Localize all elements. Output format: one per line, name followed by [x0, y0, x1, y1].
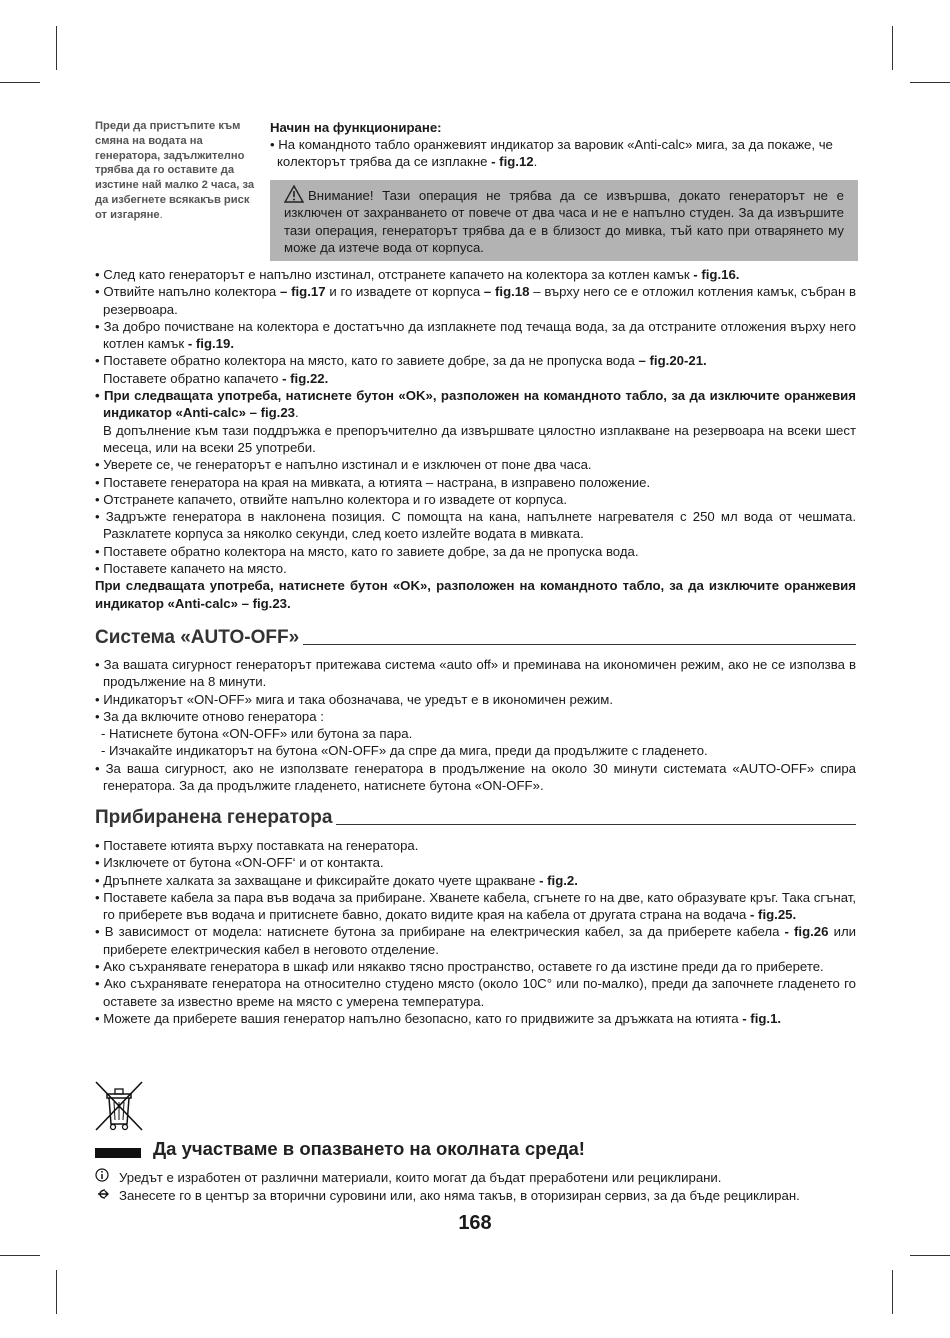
fig-ref: – fig.18: [483, 284, 530, 300]
info-circle-icon: [95, 1168, 119, 1187]
fig-ref: - fig.16.: [693, 267, 740, 282]
step-text: • След като генераторът е напълно изстинал, отстранете капачето на колектора за котлен камък: [95, 267, 694, 282]
side-note-end: .: [159, 208, 163, 221]
list-item: • Поставете капачето на място.: [95, 561, 287, 577]
fig-ref: - fig.1.: [742, 1010, 782, 1026]
crop-mark: [910, 82, 950, 83]
step-text: • Дръпнете халката за захващане и фиксирайте докато чуете щракване: [95, 872, 540, 888]
page-number: 168: [458, 1212, 492, 1234]
list-item: • Отстранете капачето, отвийте напълно колектора и го извадете от корпуса.: [95, 491, 568, 507]
list-item: [95, 1187, 865, 1205]
list-item: [95, 352, 856, 369]
list-item: [95, 318, 856, 353]
operation-bullet-text: • На командното табло оранжевият индикатор за варовик «Anti-calc» мига, за да покаже, че колекторът трябва да се изплакне: [270, 137, 833, 169]
environment-list: [95, 1168, 865, 1204]
warning-box: [270, 180, 858, 261]
crop-mark: [0, 82, 40, 83]
fig-ref: – fig.20-21.: [638, 353, 707, 369]
operation-bullet-end: .: [533, 154, 538, 169]
fig-ref: - fig.22.: [282, 370, 329, 386]
crop-mark: [56, 1270, 57, 1314]
crop-mark: [910, 1255, 950, 1256]
step-text: • Можете да приберете вашия генератор напълно безопасно, като го придвижите за дръжката на ютията: [95, 1010, 743, 1026]
list-item: • Ако съхранявате генератора на относително студено място (около 10C° или по-малко), преди да започнете гладенето го оставете за известно време на място с умерена температура.: [95, 976, 856, 1009]
list-item: • Уверете се, че генераторът е напълно изстинал и е изключен от поне два часа.: [95, 457, 592, 473]
heading-rule: [303, 644, 856, 645]
environment-line: Уредът е изработен от различни материали, които могат да бъдат преработени или рециклирани.: [119, 1169, 722, 1185]
list-item: • Задръжте генератора в наклонена позиция. С помощта на кана, напълнете нагревателя с 250 мл вода от чешмата. Разклатете корпуса за няколко секунди, след което излейте водата в мивката.: [95, 509, 856, 542]
list-item: • За вашата сигурност генераторът притежава система «auto off» и преминава на икономичен режим, ако не се използва в продължение на 8 минути.: [95, 657, 856, 690]
step-text-bold: • При следващата употреба, натиснете бутон «OK», разположен на командното табло, за да изключите оранжевия индикатор «Anti-calc»: [95, 388, 856, 421]
crop-mark: [892, 1270, 893, 1314]
auto-off-title: Система «AUTO-OFF»: [95, 627, 300, 648]
fig-ref: - fig.2.: [539, 872, 578, 888]
warning-text: Внимание! Тази операция не трябва да се извършва, докато генераторът не е изключен от захранването от повече от два часа и не е напълно студен. За да извършите тази операция, генераторът трябва да е в близост до мивка, тъй като при отварянето му може да изтече вода от корпуса.: [284, 188, 844, 256]
step-text: • В зависимост от модела: натиснете бутона за прибиране на електрическия кабел, за да приберете кабела: [95, 924, 785, 940]
operation-bullet: [270, 136, 858, 170]
step-text: или приберете електрическия кабел в неговото отделение.: [103, 924, 857, 957]
crop-mark: [0, 1255, 40, 1256]
fig-ref: - fig.12: [491, 154, 534, 169]
list-item: [95, 387, 856, 422]
fig-ref: - fig.25.: [750, 907, 797, 923]
list-item: [95, 889, 856, 924]
list-item: • Поставете обратно колектора на място, като го завиете добре, за да не пропуска вода.: [95, 543, 639, 559]
list-item: • Поставете генератора на края на мивката, а ютията – настрана, в изправено положение.: [95, 474, 651, 490]
list-item: [95, 872, 856, 889]
list-item: • Изключете от бутона «ON-OFF‘ и от контакта.: [95, 855, 384, 871]
fig-ref: – fig.17: [280, 284, 326, 300]
fig-ref: – fig.23: [245, 405, 296, 421]
list-item: [95, 1168, 865, 1187]
storage-heading: [95, 807, 856, 829]
step-text: • Поставете обратно колектора на място, като го завиете добре, за да не пропуска вода: [95, 353, 639, 369]
list-item: • За да включите отново генератора :: [95, 708, 324, 724]
list-item: • Поставете ютията върху поставката на генератора.: [95, 838, 419, 853]
list-item: • Индикаторът «ON-OFF» мига и така обозначава, че уредът е в икономичен режим.: [95, 691, 613, 707]
final-note: [95, 577, 856, 612]
heading-rule: [336, 824, 856, 825]
step-end: .: [295, 405, 299, 421]
section-bar: [95, 1148, 141, 1158]
step-text-bold: При следващата употреба, натиснете бутон «OK», разположен на командното табло, за да изключите оранжевия индикатор «Anti-calc»: [95, 578, 856, 611]
maintenance-steps: [95, 266, 856, 612]
environment-title: Да участваме в опазването на околната среда!: [153, 1138, 585, 1159]
list-item-continuation: В допълнение към тази поддръжка е препоръчително да извършвате цялостно изплакване на резервоара на всеки шест месеца, или на всеки 25 употреби.: [103, 422, 856, 455]
side-note: [95, 119, 255, 223]
crop-mark: [56, 26, 57, 70]
storage-list: [95, 837, 856, 1027]
storage-title: Прибиранена генератора: [95, 807, 333, 828]
list-item: [95, 1010, 856, 1027]
fig-ref: – fig.23.: [237, 595, 291, 611]
fig-ref: - fig.19.: [187, 336, 234, 352]
list-item: [95, 266, 856, 283]
side-note-text: Преди да пристъпите към смяна на водата на генератора, задължително трябва да го оставите да изстине най малко 2 часа, за да избегнете всякакъв риск от изгаряне: [95, 120, 255, 221]
list-item: • Ако съхранявате генератора в шкаф или някакво тясно пространство, оставете го да изстине преди да го приберете.: [95, 959, 824, 975]
crossed-bin-icon: [94, 1080, 144, 1132]
step-text: – върху него се е отложил котления камък, събран в резервоара.: [103, 284, 856, 317]
environment-line: Занесете го в център за вторични суровини или, ако няма такъв, в оторизиран сервиз, за да бъде рециклиран.: [119, 1187, 800, 1203]
arrow-hook-icon: [95, 1187, 119, 1205]
operation-section: [270, 119, 858, 261]
step-text: и го извадете от корпуса: [325, 284, 484, 300]
crop-mark: [892, 26, 893, 70]
step-text: • За добро почистване на колектора е достатъчно да изплакнете под течаща вода, за да отстраните отложения върху него котлен камък: [95, 318, 856, 352]
fig-ref: - fig.26: [784, 924, 829, 940]
auto-off-list: [95, 656, 856, 794]
auto-off-heading: [95, 627, 856, 649]
warning-triangle-icon: [284, 185, 304, 203]
sub-item: - Изчакайте индикаторът на бутона «ON-OFF» да спре да мига, преди да продължите с гладенето.: [101, 743, 708, 759]
list-item: • За ваша сигурност, ако не използвате генератора в продължение на около 30 минути системата «AUTO-OFF» спира генератора. За да продължите гладенето, натиснете бутона «ON-OFF».: [95, 760, 856, 794]
operation-heading: Начин на функциониране:: [270, 120, 442, 135]
step-text: • Поставете кабела за пара във водача за прибиране. Хванете кабела, сгънете го на две, като образувате кръг. Така сгънат, го приберете във водача и притиснете бавно, докато видите края на кабела от другата страна на водача: [95, 889, 856, 923]
list-item: [95, 923, 856, 958]
list-item-continuation: [95, 370, 856, 387]
sub-item: - Натиснете бутона «ON-OFF» или бутона за пара.: [101, 726, 413, 742]
list-item: [95, 283, 856, 318]
step-text: • Отвийте напълно колектора: [95, 284, 281, 300]
step-text: Поставете обратно капачето: [103, 370, 283, 386]
